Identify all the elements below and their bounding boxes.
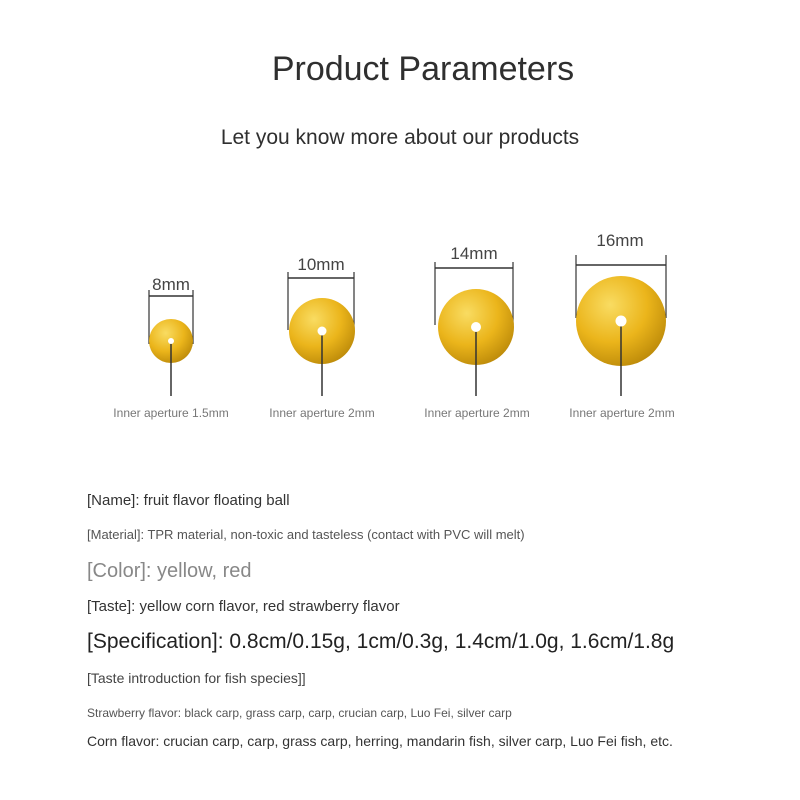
size-label-14mm: 14mm (450, 244, 498, 263)
spec-material: [Material]: TPR material, non-toxic and tasteless (contact with PVC will melt) (87, 527, 525, 542)
page-title: Product Parameters (271, 50, 575, 88)
page-subtitle: Let you know more about our products (220, 126, 580, 149)
aperture-caption-8mm: Inner aperture 1.5mm (113, 406, 229, 420)
spec-specification: [Specification]: 0.8cm/0.15g, 1cm/0.3g, 1.4cm/1.0g, 1.6cm/1.8g (87, 630, 675, 653)
aperture-caption-14mm: Inner aperture 2mm (424, 406, 530, 420)
spec-taste-intro: [Taste introduction for fish species]] (87, 670, 306, 686)
aperture-caption-10mm: Inner aperture 2mm (269, 406, 375, 420)
size-label-10mm: 10mm (297, 255, 345, 274)
spec-corn-fish: Corn flavor: crucian carp, carp, grass carp, herring, mandarin fish, silver carp, Luo Fei fish, etc. (87, 733, 673, 749)
ball-14mm (435, 262, 514, 396)
ball-8mm (149, 290, 193, 396)
size-label-16mm: 16mm (596, 231, 644, 250)
aperture-caption-16mm: Inner aperture 2mm (569, 406, 675, 420)
spec-color: [Color]: yellow, red (87, 560, 252, 582)
ball-10mm (288, 272, 355, 396)
spec-strawberry-fish: Strawberry flavor: black carp, grass carp, carp, crucian carp, Luo Fei, silver carp (87, 706, 512, 720)
spec-name: [Name]: fruit flavor floating ball (87, 492, 290, 509)
size-label-8mm: 8mm (152, 275, 190, 294)
spec-taste: [Taste]: yellow corn flavor, red strawberry flavor (87, 598, 400, 615)
ball-16mm (576, 255, 666, 396)
